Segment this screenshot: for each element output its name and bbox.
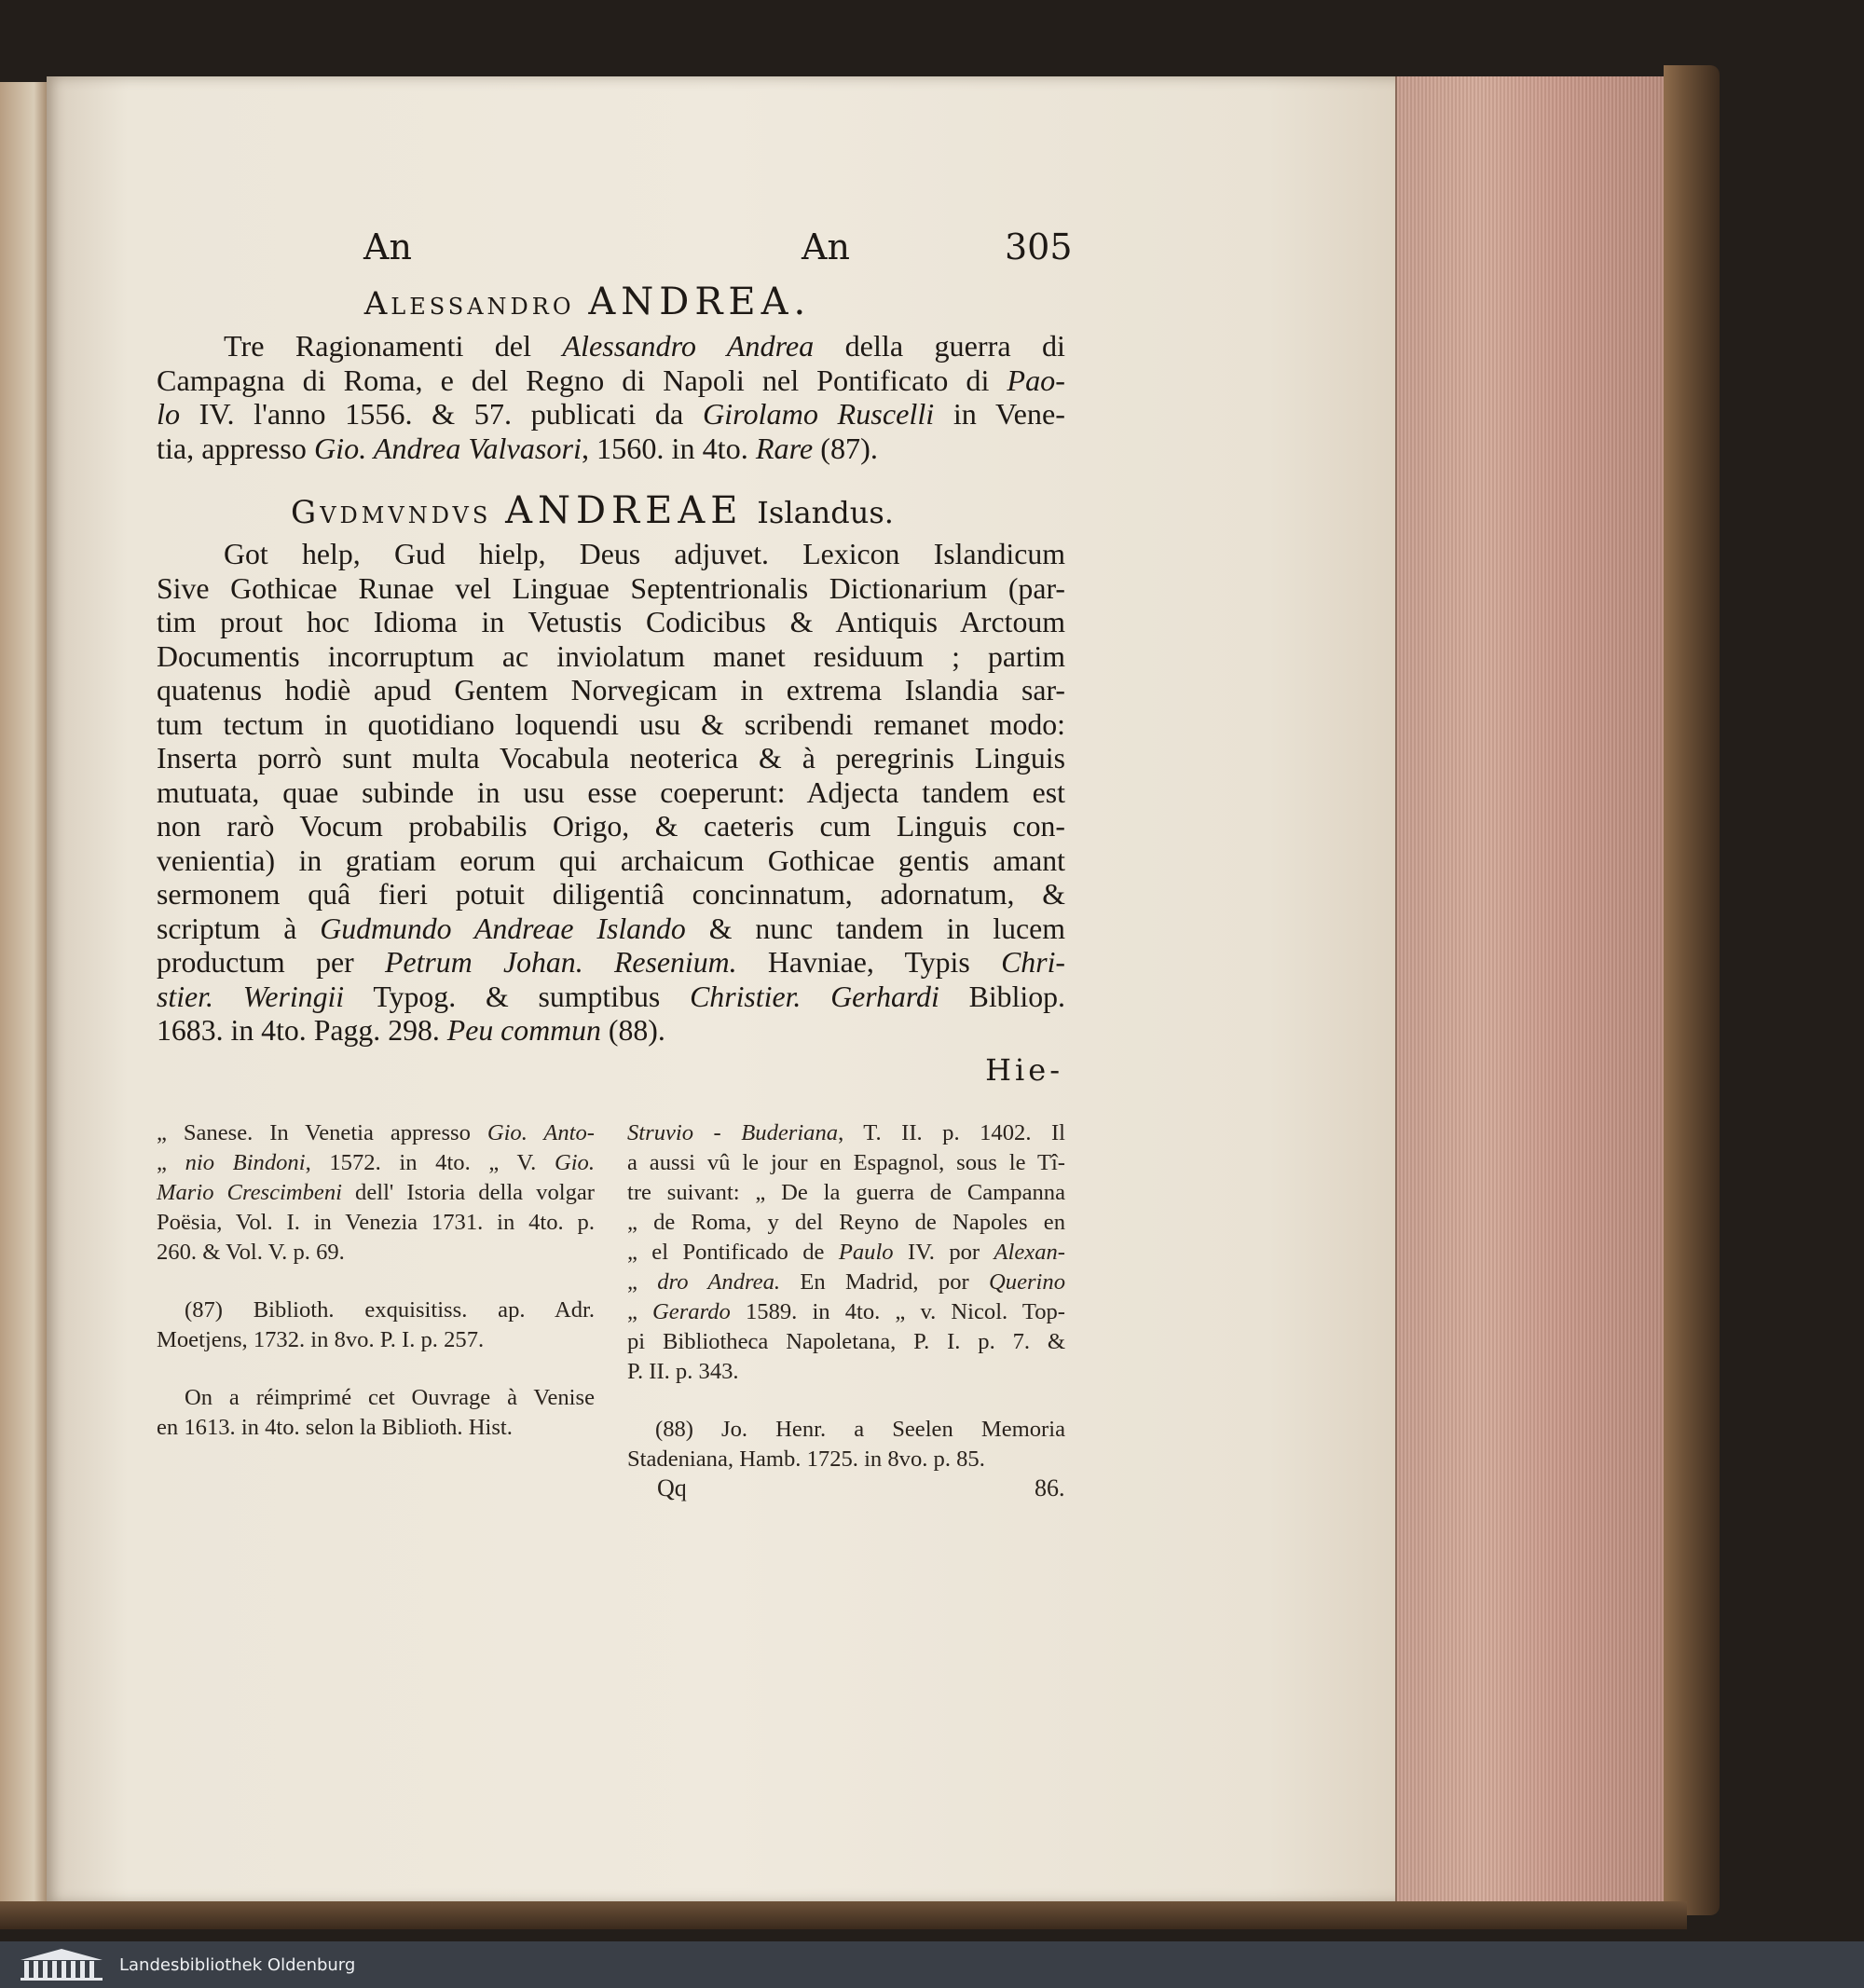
entry-2-line: venientia) in gratiam eorum qui archaicum Gothicae gentis amant [157,843,1065,877]
entry-2-line: quatenus hodiè apud Gentem Norvegicam in extrema Islandia sar- [157,674,1065,706]
book-cover-edge [1664,65,1720,1915]
footnote-right-line: „ el Pontificado de Paulo IV. por Alexan- [627,1240,1065,1265]
signature-mark: Qq [657,1474,687,1501]
entry-2-line: productum per Petrum Johan. Resenium. Havniae, Typis Chri- [157,946,1065,979]
entry-heading-1-name: Alessandro [363,285,575,322]
running-head [157,219,1073,277]
entry-1-line: lo IV. l'anno 1556. & 57. publicati da Girolamo Ruscelli in Vene- [157,397,1066,431]
entry-1-line: Tre Ragionamenti del Alessandro Andrea della guerra di [224,329,1065,363]
entry-2-line: 1683. in 4to. Pagg. 298. Peu commun (88). [157,1014,665,1047]
entry-2-line: tim prout hoc Idioma in Vetustis Codicibus & Antiquis Arctoum [157,606,1065,638]
footnote-left-line: „ nio Bindoni, 1572. in 4to. „ V. Gio. [157,1150,595,1175]
running-head-center: An [802,226,850,267]
entry-2-line: sermonem quâ fieri potuit diligentiâ concinnatum, adornatum, & [157,878,1065,911]
entry-heading-2-after: Islandus. [757,495,894,530]
entry-2-line: Got help, Gud hielp, Deus adjuvet. Lexicon Islandicum [224,538,1065,570]
footnote-right-line: P. II. p. 343. [627,1359,739,1384]
footnote-left-line: (87) Biblioth. exquisitiss. ap. Adr. [185,1297,595,1323]
entry-heading-1-surname: ANDREA. [588,281,812,323]
footnote-left-line: „ Sanese. In Venetia appresso Gio. Anto- [157,1120,595,1145]
library-building-icon [21,1949,103,1981]
footnote-catchword: 86. [1035,1474,1065,1501]
footnote-right-line: Struvio - Buderiana, T. II. p. 1402. Il [627,1120,1065,1145]
entry-2-line: scriptum à Gudmundo Andreae Islando & nunc tandem in lucem [157,912,1065,945]
entry-2-line: Documentis incorruptum ac inviolatum manet residuum ; partim [157,639,1065,673]
entry-2-line: Sive Gothicae Runae vel Linguae Septentrionalis Dictionarium (par- [157,571,1065,605]
footnote-left-line: On a réimprimé cet Ouvrage à Venise [185,1385,595,1410]
entry-heading-2 [119,489,1065,532]
entry-2-line: tum tectum in quotidiano loquendi usu & scribendi remanet modo: [157,707,1065,741]
footnote-right-line: Stadeniana, Hamb. 1725. in 8vo. p. 85. [627,1446,985,1472]
footnote-right-line: (88) Jo. Henr. a Seelen Memoria [655,1417,1065,1442]
running-head-left: An [363,226,412,267]
entry-1-paragraph [157,329,1065,465]
footnote-left-line: Moetjens, 1732. in 8vo. P. I. p. 257. [157,1327,485,1352]
entry-2-line: non rarò Vocum probabilis Origo, & caeteris cum Linguis con- [157,810,1065,843]
page-number: 305 [1005,226,1073,267]
footnote-right-line: a aussi vû le jour en Espagnol, sous le Tî- [627,1150,1065,1175]
footnote-right-line: „ dro Andrea. En Madrid, por Querino [627,1269,1065,1295]
entry-2-line: mutuata, quae subinde in usu esse coeperunt: Adjecta tandem est [157,775,1065,809]
entry-heading-2-surname: ANDREAE [505,489,744,532]
footnote-left-line: Poësia, Vol. I. in Venezia 1731. in 4to. p. [157,1210,595,1235]
entry-heading-2-name: Gvdmvndvs [291,494,492,531]
footnote-right-line: tre suivant: „ De la guerra de Campanna [627,1180,1065,1205]
footnotes-right-column [627,1118,1065,1474]
entry-2-paragraph [157,538,1065,1049]
left-page-edge [0,82,50,1913]
main-text-block [157,219,1073,1088]
page-edges [1395,76,1667,1903]
entry-1-line: Campagna di Roma, e del Regno di Napoli nel Pontificato di Pao- [157,363,1065,397]
footnote-left-line: 260. & Vol. V. p. 69. [157,1240,345,1265]
library-footer-bar [0,1941,1864,1988]
footnote-right-line: pi Bibliotheca Napoletana, P. I. p. 7. & [627,1329,1065,1354]
entry-heading-1 [110,281,1065,323]
footnote-left-line: Mario Crescimbeni dell' Istoria della volgar [157,1180,595,1205]
book-cover-bottom [0,1901,1687,1929]
footnote-left-line: en 1613. in 4to. selon la Biblioth. Hist. [157,1415,513,1440]
footnotes-left-column [157,1118,595,1443]
footnote-right-line: „ de Roma, y del Reyno de Napoles en [627,1210,1065,1235]
footnote-right-line: „ Gerardo 1589. in 4to. „ v. Nicol. Top- [627,1299,1065,1324]
library-name: Landesbibliothek Oldenburg [119,1954,356,1975]
entry-1-line: tia, appresso Gio. Andrea Valvasori, 1560. in 4to. Rare (87). [157,431,878,465]
entry-2-line: Inserta porrò sunt multa Vocabula neoterica & à peregrinis Linguis [157,742,1065,775]
catchword: Hie- [985,1051,1063,1088]
entry-2-line: stier. Weringii Typog. & sumptibus Christier. Gerhardi Bibliop. [157,980,1065,1013]
